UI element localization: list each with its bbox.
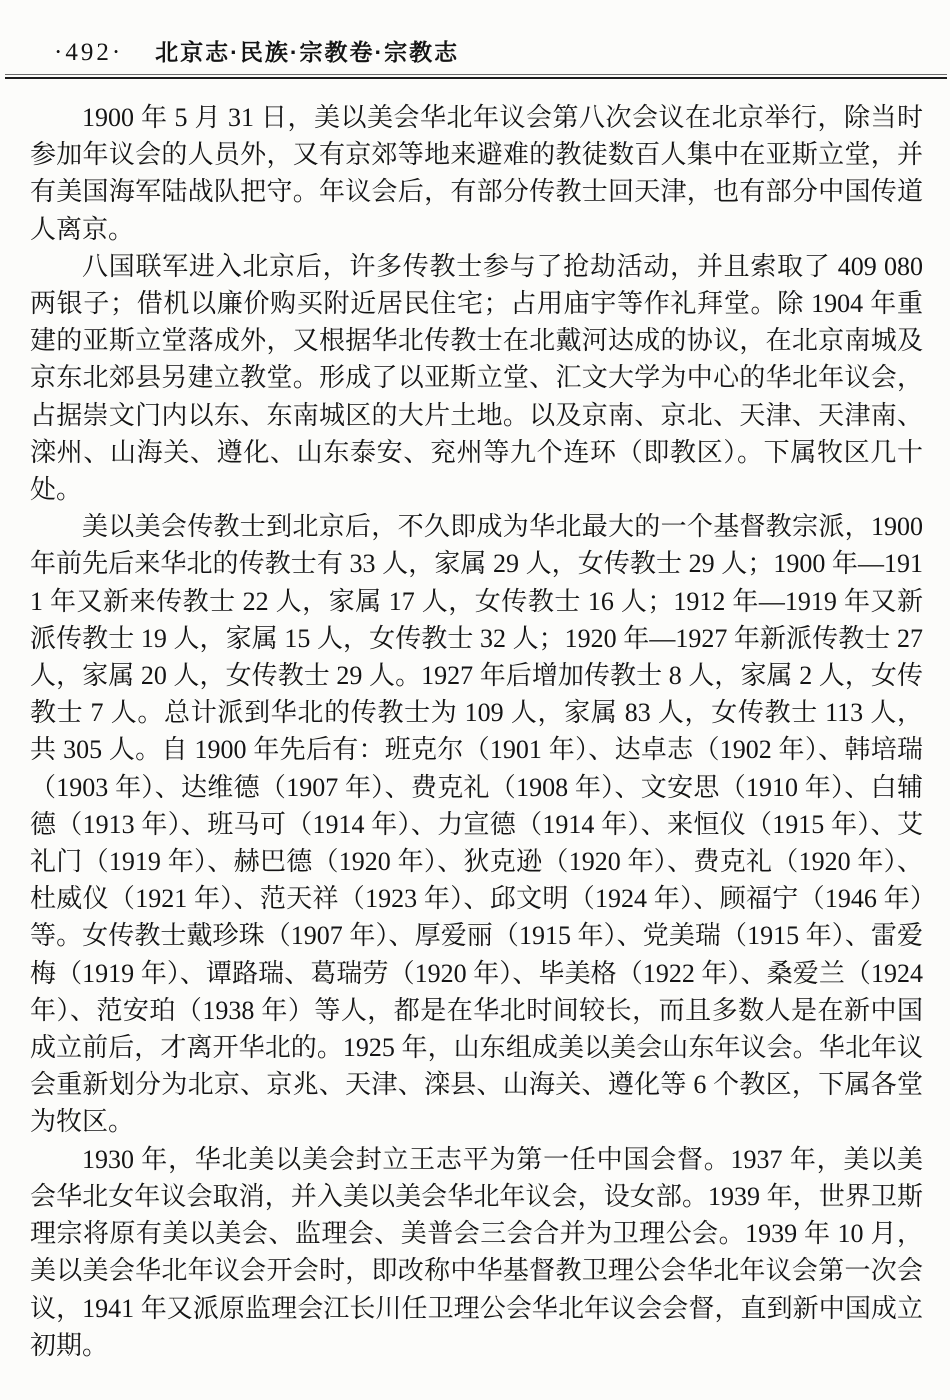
paragraph-4: 1930 年，华北美以美会封立王志平为第一任中国会督。1937 年，美以美会华北女年议会取消，并入美以美会华北年议会，设女部。1939 年，世界卫斯理宗将原有美以美会、监理会、美普会三会合并为卫理公会。1939 年 10 月，美以美会华北年议会开会时，即改称中华基督教卫理公会华北年议会第一次会议，1941 年又派原监理会江长川任卫理公会华北年议会会督，直到新中国成立初期。 <box>30 1144 923 1360</box>
paragraph-2: 八国联军进入北京后，许多传教士参与了抢劫活动，并且索取了 409 080 两银子；借机以廉价购买附近居民住宅；占用庙宇等作礼拜堂。除 1904 年重建的亚斯立堂落成外，又根据华北传教士在北戴河达成的协议，在北京南城及京东北郊县另建立教堂。形成了以亚斯立堂、汇文大学为中心的华北年议会，占据崇文门内以东、东南城区的大片土地。以及京南、京北、天津、天津南、滦州、山海关、遵化、山东泰安、兖州等九个连环（即教区）。下属牧区几十处。 <box>30 251 923 505</box>
paragraph-3: 美以美会传教士到北京后，不久即成为华北最大的一个基督教宗派，1900 年前先后来华北的传教士有 33 人，家属 29 人，女传教士 29 人；1900 年—1911 年又新来传教士 22 人，家属 17 人，女传教士 16 人；1912 年—1919 年又新派传教士 19 人，家属 15 人，女传教士 32 人；1920 年—1927 年新派传教士 27 人，家属 20 人，女传教士 29 人。1927 年后增加传教士 8 人，家属 2 人，女传教士 7 人。总计派到华北的传教士为 109 人，家属 83 人，女传教士 113 人，共 305 人。自 1900 年先后有：班克尔（1901 年）、达卓志（1902 年）、韩培瑞（1903 年）、达维德（1907 年）、费克礼（1908 年）、文安思（1910 年）、白辅德（1913 年）、班马可（1914 年）、力宣德（1914 年）、来恒仪（1915 年）、艾礼门（1919 年）、赫巴德（1920 年）、狄克逊（1920 年）、费克礼（1920 年）、杜威仪（1921 年）、范天祥（1923 年）、邱文明（1924 年）、顾福宁（1946 年）等。女传教士戴珍珠（1907 年）、厚爱丽（1915 年）、党美瑞（1915 年）、雷爱梅（1919 年）、谭路瑞、葛瑞劳（1920 年）、毕美格（1922 年）、桑爱兰（1924 年）、范安珀（1938 年）等人，都是在华北时间较长，而且多数人是在新中国成立前后，才离开华北的。1925 年，山东组成美以美会山东年议会。华北年议会重新划分为北京、京兆、天津、滦县、山海关、遵化等 6 个教区，下属各堂为牧区。 <box>30 512 923 1137</box>
page-number: ·492· <box>54 39 124 66</box>
paragraph-1: 1900 年 5 月 31 日，美以美会华北年议会第八次会议在北京举行，除当时参加年议会的人员外，又有京郊等地来避难的教徒数百人集中在亚斯立堂，并有美国海军陆战队把守。年议会后，有部分传教士回天津，也有部分中国传道人离京。 <box>30 103 923 244</box>
book-title: 北京志·民族·宗教卷·宗教志 <box>155 39 460 65</box>
page-header <box>0 0 950 67</box>
page-body <box>0 79 950 1364</box>
